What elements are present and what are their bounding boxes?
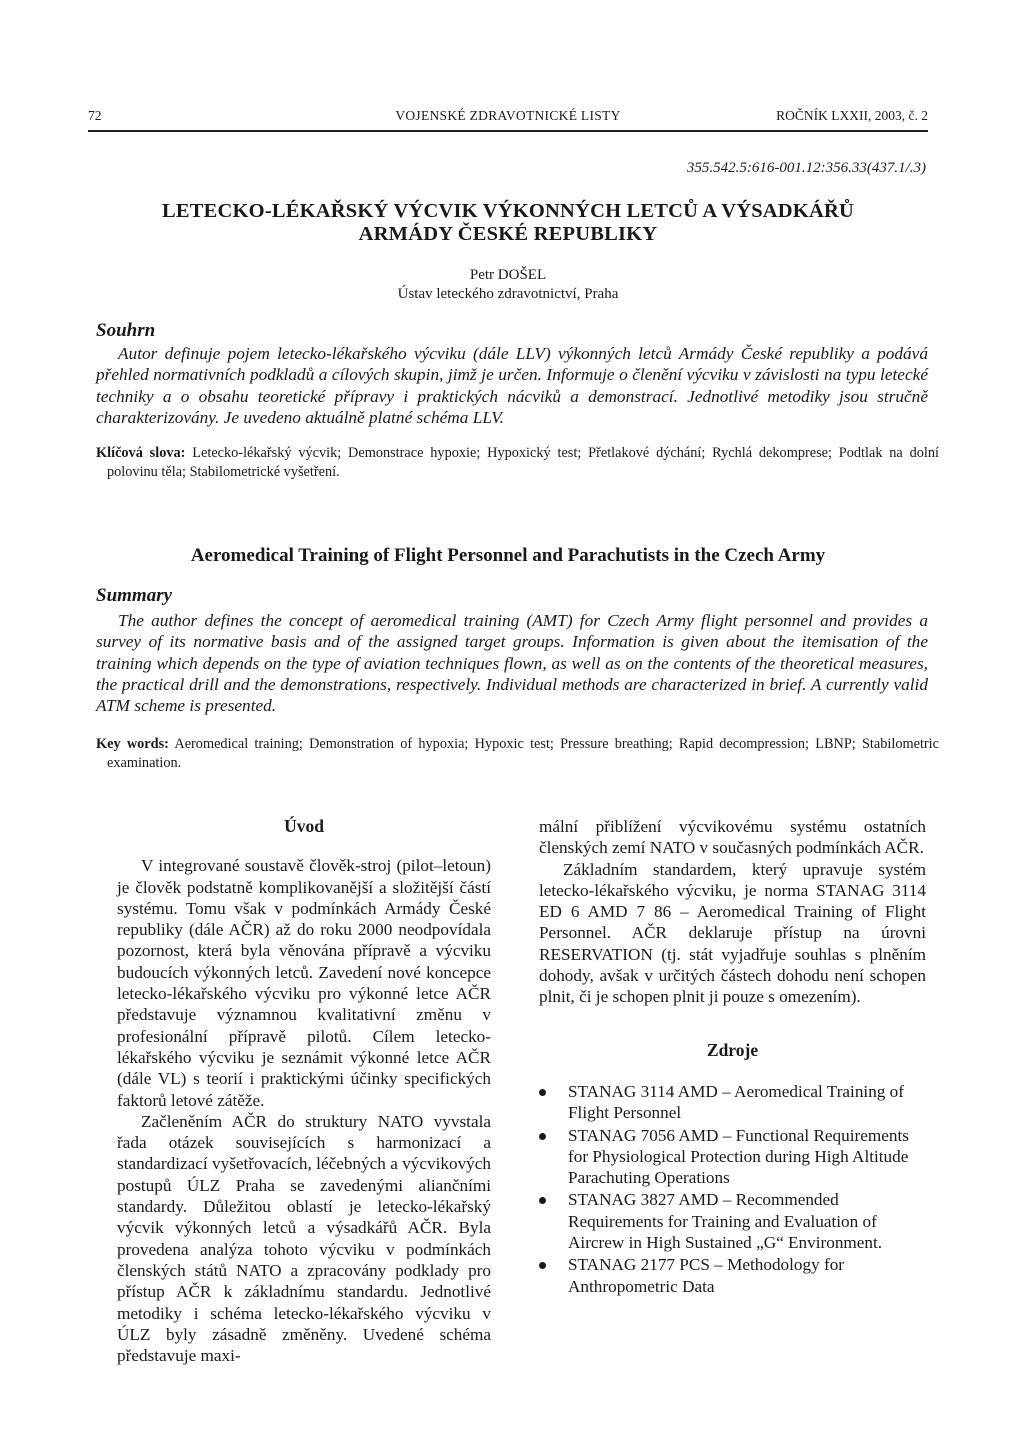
reference-item: STANAG 2177 PCS – Methodology for Anthropometric Data bbox=[539, 1254, 926, 1297]
souhrn-section bbox=[96, 320, 928, 428]
reference-list bbox=[539, 1081, 926, 1297]
souhrn-heading: Souhrn bbox=[96, 320, 156, 341]
author-affiliation: Ústav leteckého zdravotnictví, Praha bbox=[397, 286, 619, 302]
author-name: Petr DOŠEL bbox=[469, 267, 547, 283]
running-header bbox=[88, 108, 928, 132]
uvod-paragraph-1: V integrované soustavě člověk-stroj (pilot–letoun) je člověk podstatně komplikovanější a složitější částí systému. Tomu však v podmínkách Armády České republiky (dále AČR) až do roku 2000 neodpovídala pozornost, která byla věnována přípravě a výcviku budoucích výkonných letců. Zavedení nové koncepce letecko-lékařského výcviku pro výkonné letce AČR představuje významnou kvalitativní změnu v profesionální přípravě pilotů. Cílem letecko-lékařského výcviku je seznámit výkonné letce AČR (dále VL) s teorií i praktickými účinky specifických faktorů letové zátěže. bbox=[117, 856, 491, 1110]
right-paragraph-continued: mální přiblížení výcvikovému systému ostatních členských zemí NATO v současných podmínkách AČR. bbox=[539, 817, 926, 858]
klicova-slova bbox=[96, 444, 939, 482]
article-title-english: Aeromedical Training of Flight Personnel and Parachutists in the Czech Army bbox=[190, 545, 826, 566]
volume-issue: ROČNÍK LXXII, 2003, č. 2 bbox=[776, 108, 928, 123]
summary-text: The author defines the concept of aeromedical training (AMT) for Czech Army flight personnel and provides a survey of its normative basis and of the assigned target groups. Information is given about the itemisation of the training which depends on the type of aviation techniques flown, as well as on the contents of the theoretical measures, the practical drill and the demonstrations, respectively. Individual methods are characterized in brief. A currently valid ATM scheme is presented. bbox=[96, 611, 928, 716]
klicova-label: Klíčová slova: bbox=[96, 445, 186, 461]
summary-heading: Summary bbox=[96, 585, 173, 606]
reference-item: STANAG 3114 AMD – Aeromedical Training of Flight Personnel bbox=[539, 1081, 926, 1124]
article-title-czech bbox=[88, 200, 928, 246]
souhrn-text: Autor definuje pojem letecko-lékařského výcviku (dále LLV) výkonných letců Armády České republiky a podává přehled normativních podkladů a cílových skupin, jimž je určen. Informuje o členění výcviku v závislosti na typu letecké techniky a o obsahu teoretické přípravy i praktických nácviků a demonstrací. Jednotlivé metodiky jsou stručně charakterizovány. Je uvedeno aktuálně platné schéma LLV. bbox=[96, 344, 928, 427]
page-number: 72 bbox=[88, 108, 102, 123]
key-words-text: Aeromedical training; Demonstration of hypoxia; Hypoxic test; Pressure breathing; Rapid decompression; LBNP; Stabilometric examination. bbox=[107, 736, 940, 771]
udc-code: 355.542.5:616-001.12:356.33(437.1/.3) bbox=[686, 160, 926, 176]
author-block bbox=[88, 266, 928, 304]
klicova-text: Letecko-lékařský výcvik; Demonstrace hypoxie; Hypoxický test; Přetlakové dýchání; Rychlá dekomprese; Podtlak na dolní polovinu těla; Stabilometrické vyšetření. bbox=[107, 445, 939, 480]
uvod-heading: Úvod bbox=[284, 816, 324, 836]
key-words bbox=[96, 735, 939, 773]
key-words-label: Key words: bbox=[96, 736, 169, 752]
title-line-2: ARMÁDY ČESKÉ REPUBLIKY bbox=[358, 223, 658, 245]
reference-item: STANAG 3827 AMD – Recommended Requirements for Training and Evaluation of Aircrew in High Sustained „G“ Environment. bbox=[539, 1189, 926, 1253]
bullet-icon bbox=[539, 1262, 546, 1269]
bullet-icon bbox=[539, 1133, 546, 1140]
bullet-icon bbox=[539, 1197, 546, 1204]
journal-title: VOJENSKÉ ZDRAVOTNICKÉ LISTY bbox=[395, 108, 621, 123]
uvod-paragraph-2: Začleněním AČR do struktury NATO vyvstala řada otázek souvisejících s harmonizací a standardizací vyšetřovacích, léčebných a výcvikových postupů ÚLZ Praha se zavedenými aliančními standardy. Důležitou oblastí je letecko-lékařský výcvik výkonných letců a výsadkářů AČR. Byla provedena analýza tohoto výcviku v podmínkách členských států NATO a zpracovány podklady pro přístup AČR k základnímu standardu. Jednotlivé metodiky i schéma letecko-lékařského výcviku v ÚLZ byly zásadně změněny. Uvedené schéma představuje maxi- bbox=[117, 1111, 491, 1366]
title-line-1: LETECKO-LÉKAŘSKÝ VÝCVIK VÝKONNÝCH LETCŮ A VÝSADKÁŘŮ bbox=[162, 200, 854, 222]
right-column bbox=[539, 816, 926, 1298]
zdroje-heading: Zdroje bbox=[706, 1039, 759, 1060]
reference-item: STANAG 7056 AMD – Functional Requirements for Physiological Protection during High Altitude Parachuting Operations bbox=[539, 1125, 926, 1189]
left-column bbox=[117, 816, 491, 1366]
right-paragraph-stanag: Základním standardem, který upravuje systém letecko-lékařského výcviku, je norma STANAG 3114 ED 6 AMD 7 86 – Aeromedical Training of Flight Personnel. AČR deklaruje přístup na úrovni RESERVATION (tj. stát vyjadřuje souhlas s plněním dohody, avšak v určitých částech dohodu není schopen plnit, či je schopen plnit ji pouze s omezením). bbox=[539, 859, 926, 1007]
summary-section bbox=[96, 585, 928, 716]
bullet-icon bbox=[539, 1089, 546, 1096]
